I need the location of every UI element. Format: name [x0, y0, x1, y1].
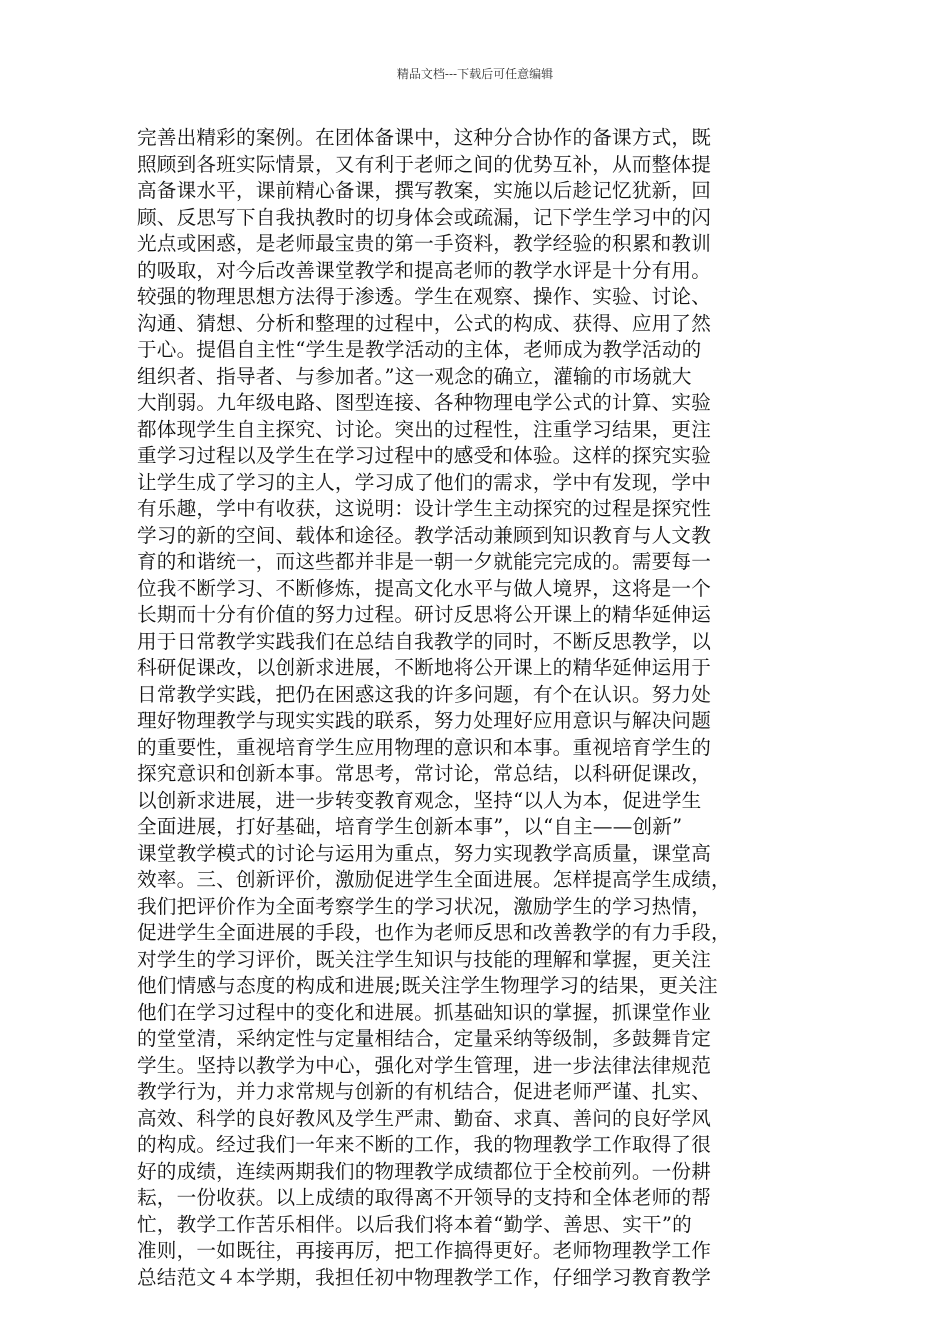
text-line: 沟通、猜想、分析和整理的过程中，公式的构成、获得、应用了然 [137, 311, 712, 335]
text-line: 探究意识和创新本事。常思考，常讨论，常总结，以科研促课改， [137, 762, 712, 785]
text-line: 长期而十分有价值的努力过程。研讨反思将公开课上的精华延伸运 [137, 603, 712, 626]
text-line: 的堂堂清，采纳定性与定量相结合，定量采纳等级制，多鼓舞肯定 [137, 1027, 712, 1050]
text-line: 忙，教学工作苦乐相伴。以后我们将本着“勤学、善思、实干”的 [137, 1212, 692, 1236]
text-line: 效率。三、创新评价，激励促进学生全面进展。怎样提高学生成绩， [137, 868, 731, 891]
text-line: 照顾到各班实际情景，又有利于老师之间的优势互补，从而整体提 [137, 152, 712, 176]
text-line: 的构成。经过我们一年来不断的工作，我的物理教学工作取得了很 [137, 1133, 712, 1156]
text-line: 对学生的学习评价，既关注学生知识与技能的理解和掌握，更关注 [137, 947, 712, 971]
text-line: 完善出精彩的案例。在团体备课中，这种分合协作的备课方式，既 [137, 126, 712, 149]
text-line: 顾、反思写下自我执教时的切身体会或疏漏，记下学生学习中的闪 [137, 205, 712, 229]
text-line: 高备课水平，课前精心备课，撰写教案，实施以后趁记忆犹新，回 [137, 179, 712, 202]
text-line: 的重要性，重视培育学生应用物理的意识和本事。重视培育学生的 [137, 735, 712, 759]
text-line: 他们在学习过程中的变化和进展。抓基础知识的掌握，抓课堂作业 [137, 1000, 712, 1024]
text-line: 好的成绩，连续两期我们的物理教学成绩都位于全校前列。一份耕 [137, 1159, 712, 1183]
text-line: 学习的新的空间、载体和途径。教学活动兼顾到知识教育与人文教 [137, 523, 712, 547]
text-line: 大削弱。九年级电路、图型连接、各种物理电学公式的计算、实验 [137, 391, 712, 414]
text-line: 位我不断学习、不断修炼，提高文化水平与做人境界，这将是一个 [137, 576, 712, 600]
text-line: 育的和谐统一，而这些都并非是一朝一夕就能完完成的。需要每一 [137, 550, 712, 573]
text-line: 学生。坚持以教学为中心，强化对学生管理，进一步法律法律规范 [137, 1053, 712, 1077]
text-line: 以创新求进展，进一步转变教育观念，坚持“以人为本，促进学生 [137, 788, 702, 812]
text-line: 的吸取，对今后改善课堂教学和提高老师的教学水评是十分有用。 [137, 258, 712, 282]
text-line: 理好物理教学与现实实践的联系，努力处理好应用意识与解决问题 [137, 709, 712, 732]
page-header: 精品文档---下载后可任意编辑 [396, 67, 554, 81]
text-line: 较强的物理思想方法得于渗透。学生在观察、操作、实验、讨论、 [137, 285, 712, 308]
body-text [137, 125, 827, 1291]
text-line: 课堂教学模式的讨论与运用为重点，努力实现教学高质量，课堂高 [137, 841, 712, 865]
text-line: 高效、科学的良好教风及学生严肃、勤奋、求真、善问的良好学风 [137, 1106, 712, 1130]
text-line: 用于日常教学实践我们在总结自我教学的同时，不断反思教学，以 [137, 629, 712, 653]
text-line: 都体现学生自主探究、讨论。突出的过程性，注重学习结果，更注 [137, 417, 712, 441]
text-line: 总结范文４本学期，我担任初中物理教学工作，仔细学习教育教学 [137, 1265, 712, 1289]
text-line: 组织者、指导者、与参加者。”这一观念的确立，灌输的市场就大 [137, 364, 692, 388]
text-line: 科研促课改，以创新求进展，不断地将公开课上的精华延伸运用于 [137, 656, 712, 679]
text-line: 光点或困惑，是老师最宝贵的第一手资料，教学经验的积累和教训 [137, 232, 712, 255]
text-line: 教学行为，并力求常规与创新的有机结合，促进老师严谨、扎实、 [137, 1080, 712, 1103]
text-line: 他们情感与态度的构成和进展;既关注学生物理学习的结果，更关注 [137, 974, 718, 997]
text-line: 重学习过程以及学生在学习过程中的感受和体验。这样的探究实验 [137, 444, 712, 467]
text-line: 有乐趣，学中有收获，这说明：设计学生主动探究的过程是探究性 [137, 497, 712, 520]
text-line: 耘，一份收获。以上成绩的取得离不开领导的支持和全体老师的帮 [137, 1186, 712, 1209]
text-line: 于心。提倡自主性“学生是教学活动的主体，老师成为教学活动的 [137, 338, 702, 361]
text-line: 促进学生全面进展的手段，也作为老师反思和改善教学的有力手段， [137, 921, 731, 944]
text-line: 日常教学实践，把仍在困惑这我的许多问题，有个在认识。努力处 [137, 682, 712, 706]
text-line: 我们把评价作为全面考察学生的学习状况，激励学生的学习热情， [137, 894, 712, 918]
text-line: 让学生成了学习的主人，学习成了他们的需求，学中有发现，学中 [137, 470, 712, 494]
text-line: 准则，一如既往，再接再厉，把工作搞得更好。老师物理教学工作 [137, 1239, 712, 1262]
text-line: 全面进展，打好基础，培育学生创新本事”，以“自主——创新” [137, 815, 683, 838]
